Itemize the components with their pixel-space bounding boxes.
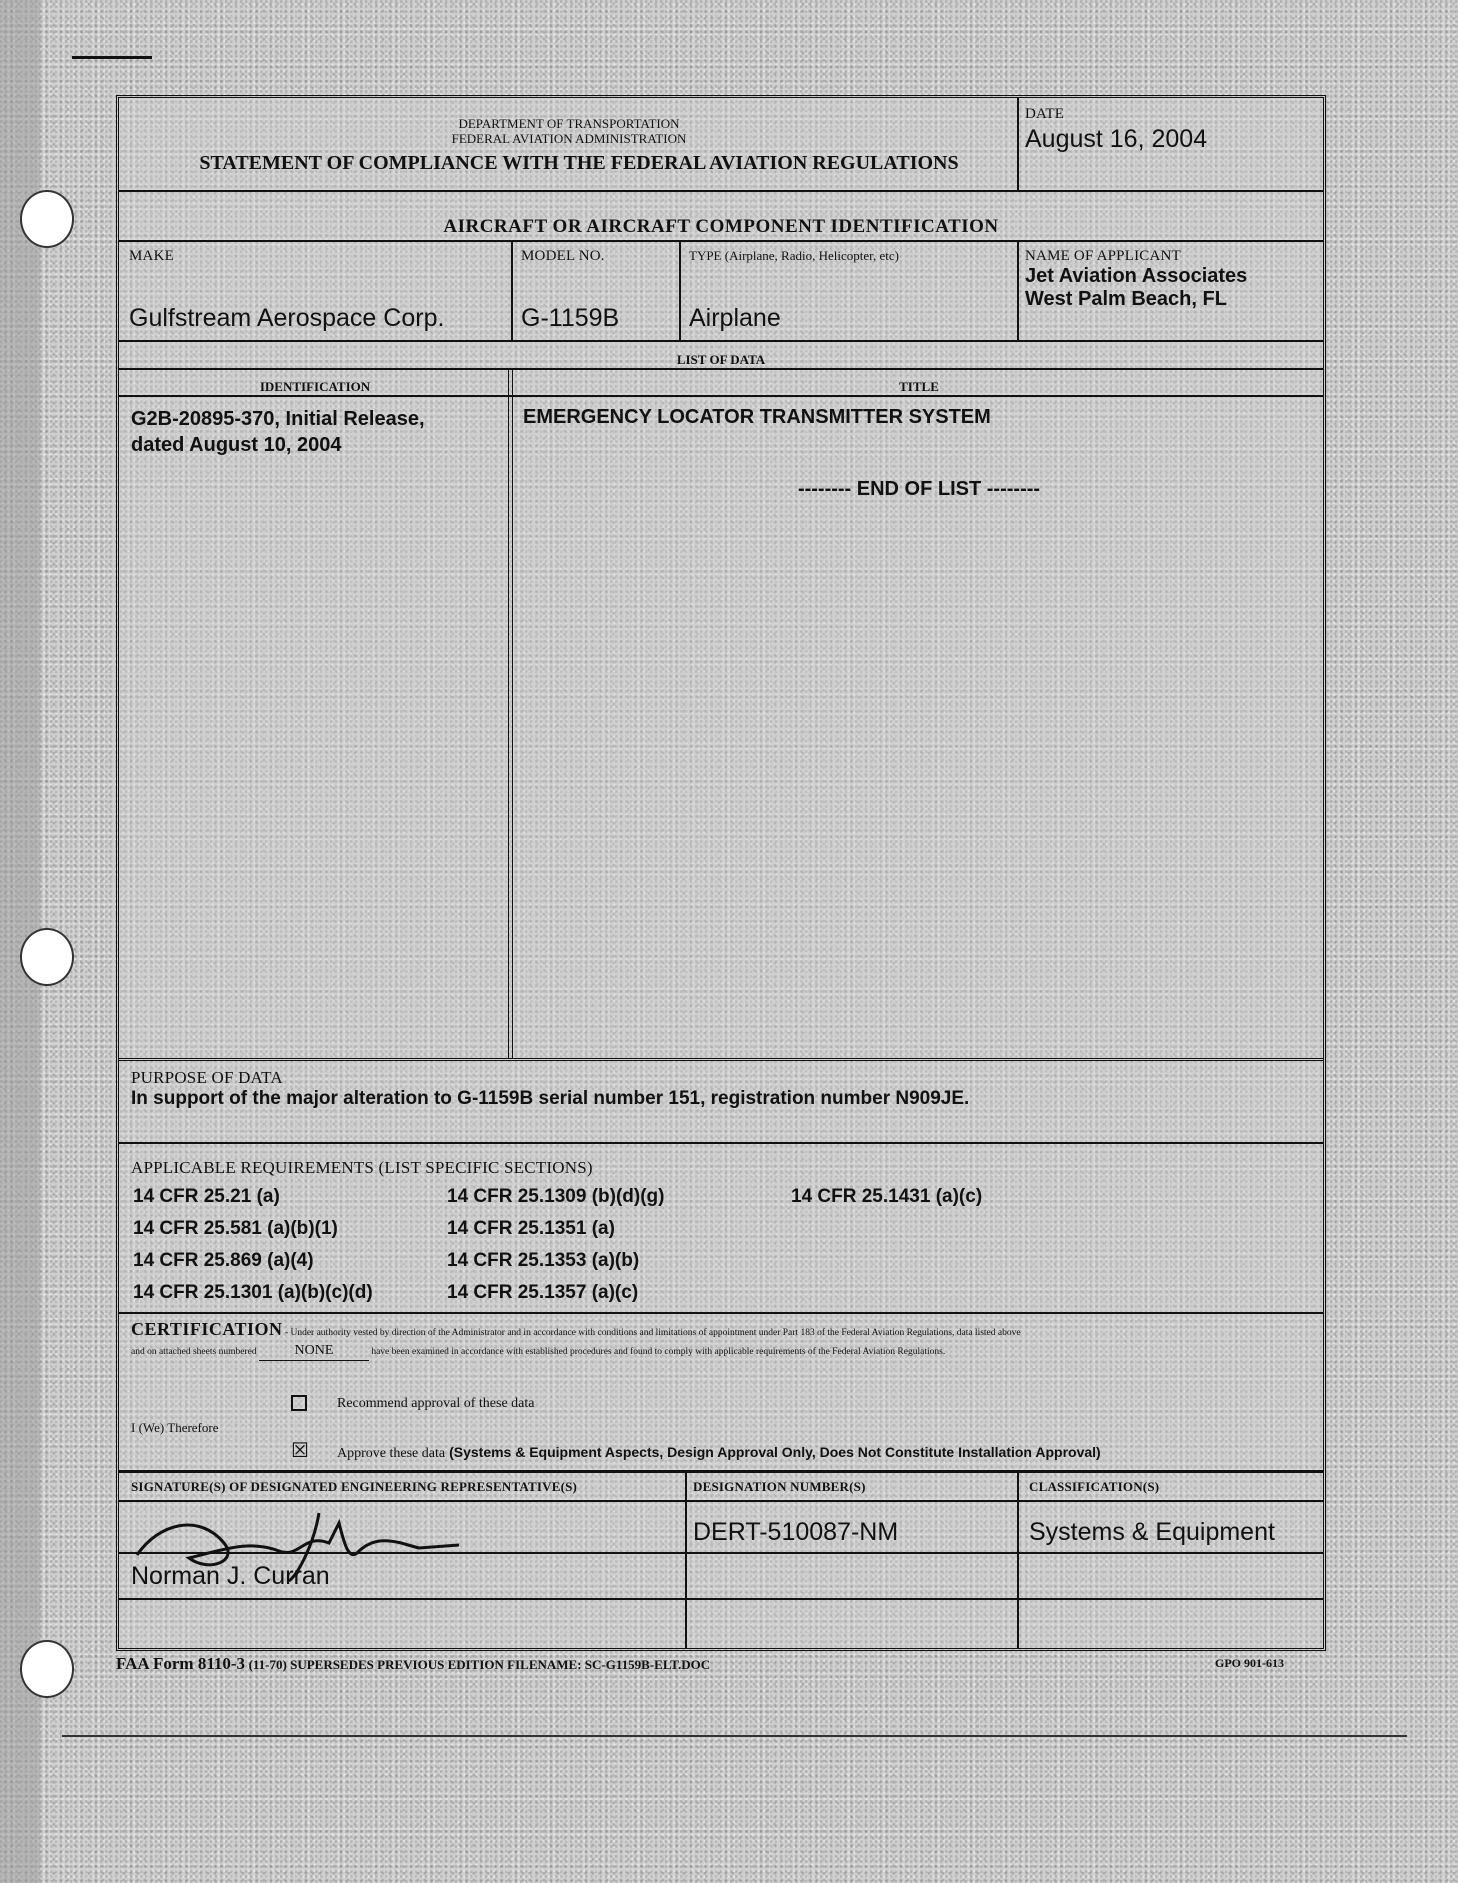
- requirement-item: 14 CFR 25.1301 (a)(b)(c)(d): [133, 1282, 373, 1303]
- designation-number: DERT-510087-NM: [693, 1518, 899, 1546]
- applicant-name: Jet Aviation Associates: [1025, 265, 1248, 287]
- applicant-location: West Palm Beach, FL: [1025, 288, 1227, 310]
- title-column-header: TITLE: [899, 379, 939, 394]
- document-title: EMERGENCY LOCATOR TRANSMITTER SYSTEM: [523, 406, 991, 428]
- purpose-cell: [131, 1068, 1316, 1128]
- therefore-label: I (We) Therefore: [131, 1420, 219, 1435]
- form-details: (11-70) SUPERSEDES PREVIOUS EDITION FILENAME: SC-G1159B-ELT.DOC: [248, 1657, 711, 1672]
- certification-label: CERTIFICATION: [131, 1319, 283, 1339]
- signature-label: SIGNATURE(S) OF DESIGNATED ENGINEERING REPRESENTATIVE(S): [131, 1479, 578, 1494]
- faa-form-8110-3: [116, 95, 1326, 1651]
- punch-hole-middle: [20, 928, 74, 986]
- applicant-cell: [1025, 248, 1323, 338]
- requirement-item: 14 CFR 25.1431 (a)(c): [791, 1186, 983, 1207]
- date-cell: [1025, 106, 1315, 186]
- agency-name: FEDERAL AVIATION ADMINISTRATION: [451, 131, 687, 146]
- type-label: TYPE (Airplane, Radio, Helicopter, etc): [689, 248, 899, 263]
- gpo-number: GPO 901-613: [1215, 1656, 1284, 1670]
- make-label: MAKE: [129, 248, 174, 264]
- purpose-text: In support of the major alteration to G-1159B serial number 151, registration number N909JE.: [131, 1088, 970, 1109]
- identification-section-title: AIRCRAFT OR AIRCRAFT COMPONENT IDENTIFICATION: [443, 216, 999, 237]
- requirement-item: 14 CFR 25.1351 (a): [447, 1218, 615, 1239]
- recommend-approval-label: Recommend approval of these data: [337, 1396, 535, 1411]
- model-value: G-1159B: [521, 304, 620, 332]
- requirement-item: 14 CFR 25.1309 (b)(d)(g): [447, 1186, 665, 1207]
- requirement-item: 14 CFR 25.581 (a)(b)(1): [133, 1218, 338, 1239]
- end-of-list: -------- END OF LIST --------: [797, 478, 1041, 500]
- approve-data-checkbox[interactable]: ☒: [291, 1438, 309, 1462]
- page-bottom-rule: [62, 1735, 1407, 1737]
- requirement-item: 14 CFR 25.1353 (a)(b): [447, 1250, 640, 1271]
- punch-hole-top: [20, 190, 74, 248]
- document-identification: [131, 406, 501, 458]
- classification-label: CLASSIFICATION(S): [1029, 1479, 1160, 1494]
- model-cell: [521, 248, 681, 338]
- form-title: STATEMENT OF COMPLIANCE WITH THE FEDERAL AVIATION REGULATIONS: [199, 152, 959, 174]
- recommend-approval-checkbox[interactable]: [291, 1395, 307, 1411]
- applicant-label: NAME OF APPLICANT: [1025, 248, 1181, 264]
- form-footer: [116, 1654, 710, 1674]
- identification-line-1: G2B-20895-370, Initial Release,: [131, 408, 425, 430]
- requirement-item: 14 CFR 25.21 (a): [133, 1186, 280, 1207]
- requirement-item: 14 CFR 25.1357 (a)(c): [447, 1282, 639, 1303]
- type-cell: [689, 248, 1009, 338]
- requirements-label: APPLICABLE REQUIREMENTS (LIST SPECIFIC SECTIONS): [131, 1158, 593, 1177]
- approve-data-label: [337, 1444, 1317, 1462]
- approve-data-scope: (Systems & Equipment Aspects, Design Approval Only, Does Not Constitute Installation Approval): [449, 1444, 1101, 1460]
- signer-name: Norman J. Curran: [131, 1562, 330, 1590]
- list-of-data-title: LIST OF DATA: [676, 352, 766, 367]
- certification-text: - Under authority vested by direction of the Administrator and in accordance with conditions and limitations of appointment under Part 183 of the Federal Aviation Regulations, data listed above: [284, 1328, 1021, 1338]
- model-label: MODEL NO.: [521, 248, 605, 264]
- classification-value: Systems & Equipment: [1029, 1518, 1275, 1546]
- date-value: August 16, 2004: [1025, 125, 1208, 153]
- designation-label: DESIGNATION NUMBER(S): [693, 1479, 866, 1494]
- type-value: Airplane: [689, 304, 781, 332]
- make-cell: [129, 248, 509, 338]
- certification-statement: [131, 1320, 1319, 1361]
- punch-hole-bottom: [20, 1640, 74, 1698]
- date-label: DATE: [1025, 106, 1065, 122]
- purpose-label: PURPOSE OF DATA: [131, 1068, 283, 1087]
- identification-column-header: IDENTIFICATION: [259, 379, 371, 394]
- certification-sheets-suffix: have been examined in accordance with established procedures and found to comply with applicable requirements of the Federal Aviation Regulations.: [371, 1347, 946, 1357]
- form-header: [119, 98, 1019, 190]
- scan-mark: [72, 56, 152, 59]
- requirement-item: 14 CFR 25.869 (a)(4): [133, 1250, 314, 1271]
- form-number: FAA Form 8110-3: [116, 1654, 246, 1673]
- certification-sheets-prefix: and on attached sheets numbered: [131, 1347, 257, 1357]
- identification-line-2: dated August 10, 2004: [131, 434, 342, 456]
- attached-sheets-value: NONE: [259, 1342, 369, 1361]
- make-value: Gulfstream Aerospace Corp.: [129, 304, 445, 332]
- approve-data-prefix: Approve these data: [337, 1446, 446, 1461]
- department-name: DEPARTMENT OF TRANSPORTATION: [458, 116, 680, 131]
